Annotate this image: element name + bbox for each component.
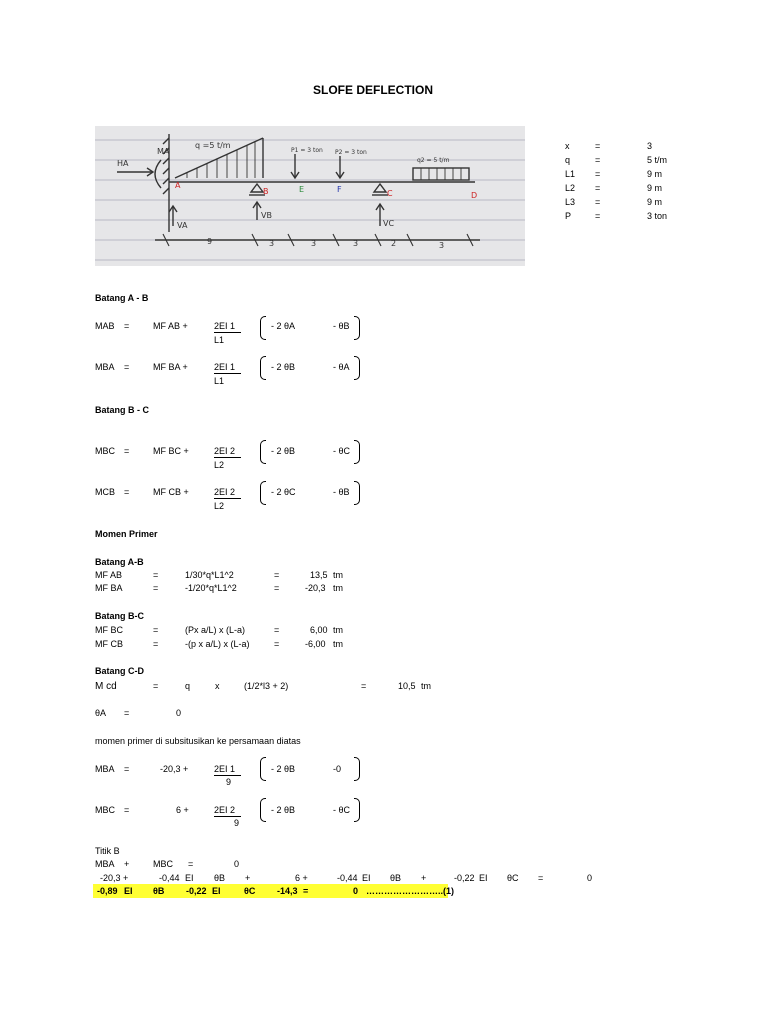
eq-denominator: 9 [226, 777, 232, 787]
svg-text:VA: VA [177, 221, 188, 230]
tb2-c13: θC [507, 873, 519, 883]
tb2-c5: + [245, 873, 251, 883]
svg-text:E: E [299, 185, 305, 194]
bracket-right [354, 798, 360, 822]
bracket-right [354, 440, 360, 464]
section-heading-batang-ab: Batang A - B [95, 293, 149, 303]
mf-value: -6,00 [305, 639, 326, 649]
tb2-c9: θB [390, 873, 402, 883]
mf-formula: -(p x a/L) x (L-a) [185, 639, 250, 649]
substitution-intro: momen primer di subsitusikan ke persamaan diatas [95, 736, 301, 746]
tb-term-a: MBA [95, 859, 115, 869]
tb-value: 0 [234, 859, 240, 869]
eq-mf: MF BA + [153, 362, 188, 372]
mf-value: 13,5 [310, 570, 328, 580]
svg-text:3: 3 [439, 241, 445, 250]
param-eq: = [595, 169, 601, 179]
mf-eq2: = [274, 570, 280, 580]
mf-name: MF BC [95, 625, 123, 635]
eq-term1: - 2 θB [271, 764, 296, 774]
param-name: L3 [565, 197, 576, 207]
eq-numerator: 2EI 1 [214, 321, 241, 333]
section-heading-titik-b: Titik B [95, 846, 120, 856]
eq-lhs: MBC [95, 446, 115, 456]
svg-text:VC: VC [383, 219, 395, 228]
eq-numerator: 2EI 1 [214, 764, 241, 776]
tb-eq: = [188, 859, 194, 869]
eq-sign: = [124, 764, 130, 774]
svg-text:A: A [175, 181, 181, 190]
page-title: SLOFE DEFLECTION [313, 83, 433, 97]
mf-formula: 1/30*q*L1^2 [185, 570, 234, 580]
param-name: x [565, 141, 570, 151]
bracket-right [354, 316, 360, 340]
eq-term2: - θB [333, 487, 350, 497]
param-eq: = [595, 197, 601, 207]
mf-name: M cd [95, 681, 117, 692]
eq-term1: - 2 θC [271, 487, 296, 497]
mf-eq2: = [274, 583, 280, 593]
theta-a-eq: = [124, 708, 130, 718]
beam-sketch-photo [95, 126, 525, 266]
svg-text:HA: HA [117, 159, 129, 168]
eq-denominator: L1 [214, 335, 225, 345]
svg-text:q2 = 5 t/m: q2 = 5 t/m [417, 157, 450, 164]
param-value: 5 t/m [647, 155, 668, 165]
tb3-c4: -0,22 [186, 886, 207, 896]
mf-unit: tm [333, 625, 343, 635]
mf-formula: -1/20*q*L1^2 [185, 583, 237, 593]
mf-name: MF AB [95, 570, 123, 580]
tb2-c7: -0,44 [337, 873, 358, 883]
tb-plus: + [124, 859, 130, 869]
bracket-left [260, 757, 266, 781]
eq-denominator: 9 [234, 818, 240, 828]
tb2-c8: EI [362, 873, 371, 883]
param-eq: = [595, 183, 601, 193]
bracket-left [260, 356, 266, 380]
mf-name: MF BA [95, 583, 123, 593]
theta-a-value: 0 [176, 708, 182, 718]
svg-text:B: B [263, 187, 269, 196]
bracket-left [260, 316, 266, 340]
mf-q: q [185, 681, 191, 691]
svg-text:3: 3 [311, 239, 317, 248]
tb3-c2: EI [124, 886, 133, 896]
mf-times: x [215, 681, 220, 691]
svg-text:2: 2 [391, 239, 397, 248]
mf-eq: = [153, 639, 159, 649]
bracket-right [354, 757, 360, 781]
eq-term1: - 2 θB [271, 805, 296, 815]
eq-term1: - 2 θA [271, 321, 296, 331]
eq-term2: - θA [333, 362, 350, 372]
eq-denominator: L2 [214, 501, 225, 511]
tb3-c7: -14,3 [277, 886, 298, 896]
svg-text:VB: VB [261, 211, 272, 220]
tb3-c3: θB [153, 886, 165, 896]
eq-sign: = [124, 487, 130, 497]
mf-value: 6,00 [310, 625, 328, 635]
param-eq: = [595, 155, 601, 165]
eq-term2: - θB [333, 321, 350, 331]
eq-denominator: L2 [214, 460, 225, 470]
mf-eq: = [153, 583, 159, 593]
tb3-c1: -0,89 [97, 886, 118, 896]
mf-eq: = [153, 625, 159, 635]
svg-text:P1 = 3 ton: P1 = 3 ton [291, 147, 323, 154]
param-eq: = [595, 211, 601, 221]
eq-term2: - θC [333, 805, 351, 815]
eq-term1: - 2 θB [271, 362, 296, 372]
bracket-right [354, 481, 360, 505]
bracket-left [260, 481, 266, 505]
eq-sign: = [124, 362, 130, 372]
eq-lhs: MBA [95, 362, 115, 372]
mf-formula: (Px a/L) x (L-a) [185, 625, 246, 635]
eq-mf: MF AB + [153, 321, 188, 331]
param-name: q [565, 155, 571, 165]
tb2-c14: = [538, 873, 544, 883]
eq-term2: - θC [333, 446, 351, 456]
subheading-batang-bc: Batang B-C [95, 611, 144, 621]
section-heading-momen-primer: Momen Primer [95, 529, 158, 539]
svg-text:F: F [337, 185, 342, 194]
param-eq: = [595, 141, 601, 151]
param-value: 3 ton [647, 211, 668, 221]
tb3-c5: EI [212, 886, 221, 896]
eq-lhs: MBC [95, 805, 115, 815]
eq-sign: = [124, 805, 130, 815]
mf-name: MF CB [95, 639, 123, 649]
tb2-c2: -0,44 [159, 873, 180, 883]
eq-lhs: MCB [95, 487, 115, 497]
eq-mf: -20,3 + [160, 764, 189, 774]
tb2-c6: 6 + [295, 873, 308, 883]
bracket-right [354, 356, 360, 380]
tb-term-b: MBC [153, 859, 173, 869]
mf-eq2: = [361, 681, 367, 691]
tb2-c3: EI [185, 873, 194, 883]
eq-sign: = [124, 446, 130, 456]
svg-text:9: 9 [207, 237, 213, 246]
mf-value: -20,3 [305, 583, 326, 593]
mf-eq: = [153, 681, 159, 691]
tb3-c6: θC [244, 886, 256, 896]
eq-numerator: 2EI 2 [214, 446, 241, 458]
tb2-c12: EI [479, 873, 488, 883]
eq-numerator: 2EI 2 [214, 487, 241, 499]
subheading-batang-ab: Batang A-B [95, 557, 144, 567]
mf-value: 10,5 [398, 681, 416, 691]
eq-mf: MF BC + [153, 446, 189, 456]
eq-numerator: 2EI 2 [214, 805, 241, 817]
eq-mf: 6 + [176, 805, 189, 815]
mf-eq: = [153, 570, 159, 580]
bracket-left [260, 440, 266, 464]
param-name: P [565, 211, 572, 221]
param-value: 9 m [647, 183, 663, 193]
subheading-batang-cd: Batang C-D [95, 666, 144, 676]
svg-text:3: 3 [269, 239, 275, 248]
tb3-c8: = [303, 886, 309, 896]
svg-text:q =5 t/m: q =5 t/m [195, 141, 231, 150]
tb2-c15: 0 [587, 873, 593, 883]
param-value: 9 m [647, 197, 663, 207]
mf-unit: tm [333, 583, 343, 593]
svg-text:D: D [471, 191, 478, 200]
mf-eq2: = [274, 625, 280, 635]
svg-text:C: C [387, 189, 393, 198]
tb2-c4: θB [214, 873, 226, 883]
eq-mf: MF CB + [153, 487, 189, 497]
theta-a-name: θA [95, 708, 107, 718]
param-value: 3 [647, 141, 653, 151]
svg-text:MA: MA [157, 147, 170, 156]
eq-lhs: MBA [95, 764, 115, 774]
tb2-c1: -20,3 + [100, 873, 129, 883]
svg-text:3: 3 [353, 239, 359, 248]
section-heading-batang-bc: Batang B - C [95, 405, 149, 415]
eq-term1: - 2 θB [271, 446, 296, 456]
mf-unit: tm [333, 570, 343, 580]
svg-text:P2 = 3 ton: P2 = 3 ton [335, 149, 367, 156]
eq-sign: = [124, 321, 130, 331]
eq-term2: -0 [333, 764, 342, 774]
param-name: L2 [565, 183, 576, 193]
eq-denominator: L1 [214, 376, 225, 386]
param-value: 9 m [647, 169, 663, 179]
mf-unit: tm [333, 639, 343, 649]
mf-eq2: = [274, 639, 280, 649]
tb2-c10: + [421, 873, 427, 883]
tb3-c10: ……………………..(1) [366, 886, 455, 896]
bracket-left [260, 798, 266, 822]
tb3-c9: 0 [353, 886, 359, 896]
param-name: L1 [565, 169, 576, 179]
tb2-c11: -0,22 [454, 873, 475, 883]
eq-lhs: MAB [95, 321, 115, 331]
mf-unit: tm [421, 681, 431, 691]
eq-numerator: 2EI 1 [214, 362, 241, 374]
mf-formula: (1/2*l3 + 2) [244, 681, 289, 691]
